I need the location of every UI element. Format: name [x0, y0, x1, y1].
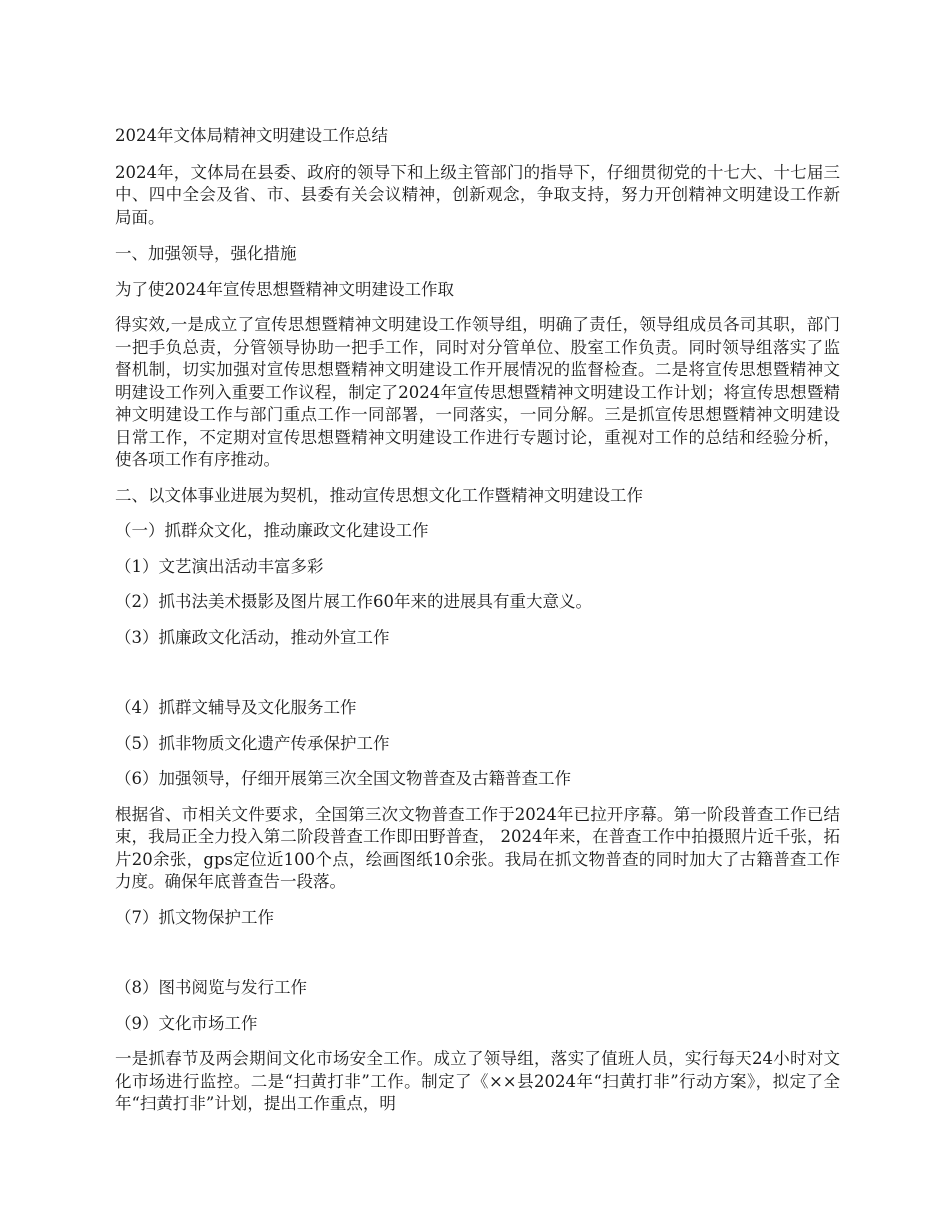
- document-title: 2024年文体局精神文明建设工作总结: [115, 126, 388, 145]
- item6-body: 根据省、市相关文件要求，全国第三次文物普查工作于2024年已拉开序幕。第一阶段普查工作已结束，我局正全力投入第二阶段普查工作即田野普查， 2024年来，在普查工作中拍摄照片近千张，拓片20余张，gps定位近100个点，绘画图纸10余张。我局在抓文物普查的同时加大了古籍普查工作力度。确保年底普查告一段落。: [115, 804, 840, 891]
- list-item-9: （9）文化市场工作: [115, 1013, 258, 1033]
- section2-heading: 二、以文体事业进展为契机，推动宣传思想文化工作暨精神文明建设工作: [115, 485, 643, 505]
- sub1-heading: （一）抓群众文化，推动廉政文化建设工作: [115, 521, 429, 540]
- section1-lead: 为了使2024年宣传思想暨精神文明建设工作取: [115, 279, 454, 299]
- list-item-4: （4）抓群文辅导及文化服务工作: [115, 698, 357, 717]
- section1-body: 得实效,一是成立了宣传思想暨精神文明建设工作领导组，明确了责任，领导组成员各司其职，部门一把手负总责，分管领导协助一把手工作，同时对分管单位、股室工作负责。同时领导组落实了监督机制，切实加强对宣传思想暨精神文明建设工作开展情况的监督检查。二是将宣传思想暨精神文明建设工作列入重要工作议程，制定了2024年宣传思想暨精神文明建设工作计划；将宣传思想暨精神文明建设工作与部门重点工作一同部署，一同落实，一同分解。三是抓宣传思想暨精神文明建设日常工作，不定期对宣传思想暨精神文明建设工作进行专题讨论，重视对工作的总结和经验分析，使各项工作有序推动。: [115, 315, 840, 469]
- list-item-8: （8）图书阅览与发行工作: [115, 978, 307, 997]
- list-item-7: （7）抓文物保护工作: [115, 907, 274, 927]
- list-item-3: （3）抓廉政文化活动，推动外宣工作: [115, 627, 390, 647]
- document-page: [115, 125, 840, 1116]
- list-item-5: （5）抓非物质文化遗产传承保护工作: [115, 733, 390, 753]
- intro-paragraph: 2024年，文体局在县委、政府的领导下和上级主管部门的指导下，仔细贯彻党的十七大、十七届三中、四中全会及省、市、县委有关会议精神，创新观念，争取支持，努力开创精神文明建设工作新局面。: [115, 162, 840, 227]
- list-item-6: （6）加强领导，仔细开展第三次全国文物普查及古籍普查工作: [115, 769, 571, 788]
- section1-heading: 一、加强领导，强化措施: [115, 244, 297, 263]
- item9-body: 一是抓春节及两会期间文化市场安全工作。成立了领导组，落实了值班人员，实行每天24小时对文化市场进行监控。二是“扫黄打非”工作。制定了《××县2024年“扫黄打非”行动方案》，拟定了全年“扫黄打非”计划，提出工作重点，明: [115, 1049, 840, 1113]
- list-item-1: （1）文艺演出活动丰富多彩: [115, 556, 324, 576]
- list-item-2: （2）抓书法美术摄影及图片展工作60年来的进展具有重大意义。: [115, 592, 592, 611]
